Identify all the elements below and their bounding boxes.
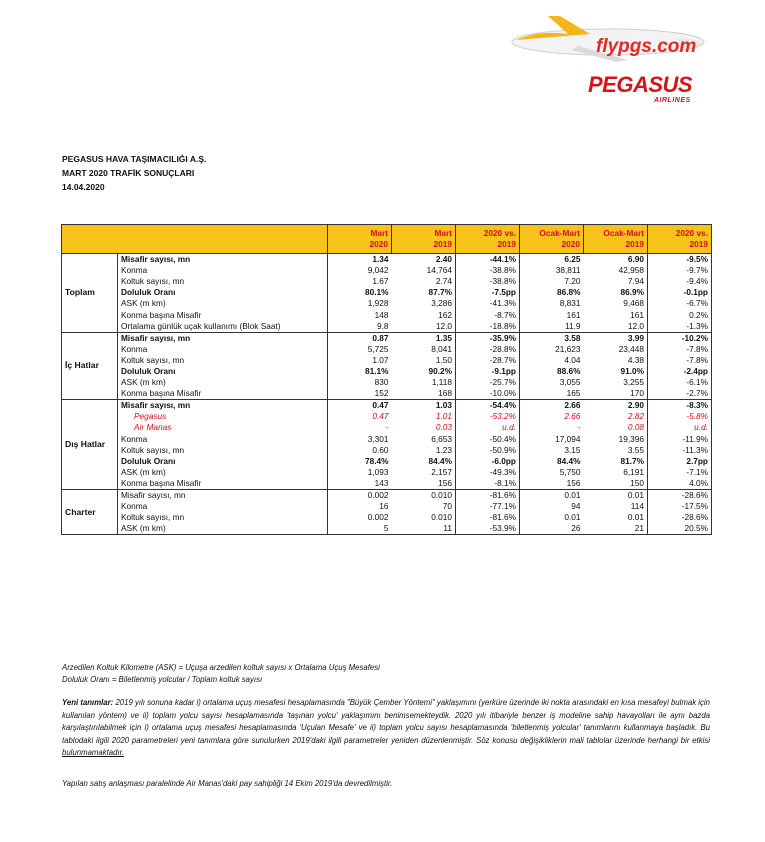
table-row <box>62 287 712 298</box>
row-label: Misafir sayısı, mn <box>118 400 328 412</box>
row-label: Konma başına Misafir <box>118 309 328 320</box>
value-cell: 86.9% <box>584 287 648 298</box>
value-cell: 38,811 <box>555 265 581 276</box>
value-cell: 8,831 <box>559 298 581 309</box>
document-header <box>62 152 206 194</box>
value-cell: 2.7pp <box>648 456 712 467</box>
row-label: Koltuk sayısı, mn <box>118 512 328 523</box>
value-cell: 165 <box>520 388 584 400</box>
row-label: ASK (m km) <box>118 298 328 309</box>
row-label: ASK (m km) <box>118 377 328 388</box>
value-cell: 143 <box>328 478 392 490</box>
value-cell: 88.6% <box>556 365 581 376</box>
value-cell: 8,041 <box>392 344 456 355</box>
value-cell: 21 <box>584 523 648 535</box>
row-label: Konma <box>118 434 328 445</box>
table-row <box>62 265 712 276</box>
value-cell: 170 <box>584 388 648 400</box>
value-cell: -25.7% <box>456 377 520 388</box>
value-cell: -28.7% <box>456 355 520 366</box>
value-cell: -0.1pp <box>648 287 712 298</box>
value-cell: -81.6% <box>456 512 520 523</box>
value-cell: u.d. <box>648 422 712 433</box>
group-label: İç Hatlar <box>62 332 118 400</box>
value-cell: -35.9% <box>456 332 520 344</box>
value-cell: 1.23 <box>392 445 456 456</box>
row-label: Konma <box>118 265 328 276</box>
value-cell: 23,448 <box>584 344 648 355</box>
column-header <box>584 225 648 254</box>
value-cell: 2.82 <box>584 411 648 422</box>
value-cell: 0.002 <box>367 512 389 523</box>
column-header <box>520 225 584 254</box>
column-header <box>648 225 712 254</box>
column-header-line1: 2020 vs. <box>675 228 708 238</box>
value-cell: -38.8% <box>456 265 520 276</box>
value-cell: 0.08 <box>584 422 648 433</box>
value-cell: 84.4% <box>392 456 456 467</box>
value-cell: - <box>385 422 389 433</box>
value-cell: 14,764 <box>392 265 456 276</box>
value-cell: 150 <box>584 478 648 490</box>
table-row <box>62 254 712 266</box>
column-header-line1: Ocak-Mart <box>603 228 644 238</box>
value-cell: 9,042 <box>367 265 389 276</box>
table-row <box>62 411 712 422</box>
value-cell: 156 <box>392 478 456 490</box>
value-cell: 3.55 <box>584 445 648 456</box>
value-cell: -53.2% <box>456 411 520 422</box>
value-cell: -6.1% <box>648 377 712 388</box>
value-cell: 9.8 <box>328 321 392 333</box>
value-cell: 3,255 <box>584 377 648 388</box>
value-cell: 26 <box>520 523 584 535</box>
value-cell: 6.25 <box>520 254 584 266</box>
value-cell: -1.3% <box>648 321 712 333</box>
row-label: Konma başına Misafir <box>118 388 328 400</box>
value-cell: 1,093 <box>367 466 389 477</box>
value-cell: 2,157 <box>392 467 456 478</box>
site-url: flypgs.com <box>596 36 697 57</box>
value-cell: 1.07 <box>372 354 389 365</box>
row-label: Konma <box>118 501 328 512</box>
value-cell: 156 <box>520 478 584 490</box>
note-body: 2019 yılı sonuna kadar i) ortalama uçuş mesafesi hesaplamasında "Büyük Çember Yöntemi" yaklaşımını (yerküre üzerinde iki nokta arasındaki en kısa mesafeyi bulmak için kullanılan yöntem) ve ii) toplam yolcu sayısı hesaplamasında 'taşınan yolcu' yaklaşımını benimsemekteydik. 2020 yılı itibariyle benzer iş modeline sahip havayolları ile aynı bazda karşılaştırılabilmek için i) ortalama uçuş mesafesi hesaplamasında 'Uçulan Mesafe' ve ii) toplam yolcu sayısı hesaplamasında 'biletlenmiş yolcular' tanımlarını kullanmaya başladık. Bu tablodaki ilgili 2020 parametreleri yeni tanımlara göre sunulurken 2019'daki ilgili parametreler yeniden düzenlenmiştir. Söz konusu değişikliklerin mali tablolar üzerinde herhangi bir etkisi <box>62 698 710 745</box>
value-cell: 20.5% <box>648 523 712 535</box>
value-cell: 86.8% <box>556 287 581 298</box>
table-row <box>62 355 712 366</box>
value-cell: 1.01 <box>392 411 456 422</box>
column-header <box>456 225 520 254</box>
table-row <box>62 377 712 388</box>
value-cell: 1,928 <box>367 298 389 309</box>
value-cell: 6,191 <box>584 467 648 478</box>
value-cell: 0.002 <box>328 489 392 501</box>
value-cell: 162 <box>392 309 456 320</box>
value-cell: 0.03 <box>392 422 456 433</box>
value-cell: -8.7% <box>456 309 520 320</box>
value-cell: 152 <box>328 388 392 400</box>
value-cell: 2.90 <box>584 400 648 412</box>
brand-name: PEGASUS <box>588 72 693 97</box>
row-label: Misafir sayısı, mn <box>118 332 328 344</box>
value-cell: 1.35 <box>392 332 456 344</box>
value-cell: 3,301 <box>367 433 389 444</box>
value-cell: -9.5% <box>648 254 712 266</box>
definitions <box>62 662 380 686</box>
note-title: Yeni tanımlar: <box>62 698 114 707</box>
definition-ask: Arzedilen Koltuk Kilometre (ASK) = Uçuşa arzedilen koltuk sayısı x Ortalama Uçuş Mesafesi <box>62 663 380 672</box>
table-row <box>62 434 712 445</box>
row-label: ASK (m km) <box>118 467 328 478</box>
value-cell: 0.01 <box>520 489 584 501</box>
table-row <box>62 276 712 287</box>
table-row <box>62 422 712 433</box>
value-cell: -5.8% <box>648 411 712 422</box>
value-cell: 5,750 <box>559 466 581 477</box>
value-cell: -9.4% <box>648 276 712 287</box>
table-row <box>62 388 712 400</box>
value-cell: -28.6% <box>648 512 712 523</box>
value-cell: 1,118 <box>392 377 456 388</box>
column-header-line2: 2019 <box>625 239 644 249</box>
value-cell: -44.1% <box>456 254 520 266</box>
value-cell: 17,094 <box>555 433 581 444</box>
value-cell: -10.0% <box>456 388 520 400</box>
value-cell: -11.9% <box>648 434 712 445</box>
value-cell: 3.58 <box>520 332 584 344</box>
row-label: Doluluk Oranı <box>118 456 328 467</box>
company-name: PEGASUS HAVA TAŞIMACILIĞI A.Ş. <box>62 154 207 164</box>
new-definitions-note <box>62 697 710 760</box>
table-header-row <box>62 225 712 254</box>
row-label: Konma <box>118 344 328 355</box>
value-cell: 7.20 <box>564 276 581 287</box>
value-cell: 0.010 <box>392 489 456 501</box>
table-row <box>62 445 712 456</box>
table-row <box>62 332 712 344</box>
value-cell: -9.7% <box>648 265 712 276</box>
value-cell: -6.7% <box>648 298 712 309</box>
row-label: Konma başına Misafir <box>118 478 328 490</box>
value-cell: 2.66 <box>520 400 584 412</box>
value-cell: 830 <box>374 377 389 388</box>
value-cell: 42,958 <box>584 265 648 276</box>
table-row <box>62 400 712 412</box>
value-cell: -2.4pp <box>648 366 712 377</box>
column-header-line2: 2019 <box>497 239 516 249</box>
column-header <box>328 225 392 254</box>
value-cell: -38.8% <box>456 276 520 287</box>
brand-subtitle: AIRLINES <box>654 97 691 104</box>
value-cell: 0.87 <box>328 332 392 344</box>
value-cell: 70 <box>392 501 456 512</box>
column-header-line2: 2020 <box>369 239 388 249</box>
row-label: Koltuk sayısı, mn <box>118 355 328 366</box>
value-cell: 4.04 <box>564 354 581 365</box>
value-cell: 0.47 <box>372 411 389 422</box>
column-header-line2: 2020 <box>561 239 580 249</box>
value-cell: -17.5% <box>648 501 712 512</box>
value-cell: u.d. <box>456 422 520 433</box>
report-date: 14.04.2020 <box>62 182 105 192</box>
value-cell: -10.2% <box>648 332 712 344</box>
note-underlined: bulunmamaktadır. <box>62 748 125 758</box>
value-cell: 0.2% <box>648 309 712 320</box>
table-row <box>62 309 712 320</box>
value-cell: -53.9% <box>456 523 520 535</box>
value-cell: 9,468 <box>584 298 648 309</box>
column-header-line1: 2020 vs. <box>483 228 516 238</box>
value-cell: 1.34 <box>328 254 392 266</box>
value-cell: 78.4% <box>364 455 389 466</box>
group-label: Charter <box>62 489 118 534</box>
value-cell: 6.90 <box>584 254 648 266</box>
value-cell: 0.47 <box>328 400 392 412</box>
row-label: Ortalama günlük uçak kullanımı (Blok Saat) <box>118 321 328 333</box>
value-cell: -11.3% <box>648 445 712 456</box>
value-cell: -8.3% <box>648 400 712 412</box>
value-cell: -81.6% <box>456 489 520 501</box>
value-cell: 80.1% <box>364 287 389 298</box>
value-cell: 16 <box>379 501 389 512</box>
table-row <box>62 478 712 490</box>
report-title: MART 2020 TRAFİK SONUÇLARI <box>62 168 195 178</box>
value-cell: -41.3% <box>456 298 520 309</box>
value-cell: 1.67 <box>372 276 389 287</box>
value-cell: 87.7% <box>392 287 456 298</box>
value-cell: 4.38 <box>584 355 648 366</box>
value-cell: 6,653 <box>392 434 456 445</box>
value-cell: 91.0% <box>584 366 648 377</box>
row-label: ASK (m km) <box>118 523 328 535</box>
footnote: Yapılan satış anlaşması paralelinde Air Manas'daki pay sahipliği 14 Ekim 2019'da devredilmiştir. <box>62 779 393 788</box>
value-cell: 81.7% <box>584 456 648 467</box>
value-cell: 1.03 <box>392 400 456 412</box>
value-cell: 3.99 <box>584 332 648 344</box>
table-row <box>62 501 712 512</box>
value-cell: 168 <box>392 388 456 400</box>
value-cell: -9.1pp <box>456 366 520 377</box>
table-row <box>62 523 712 535</box>
value-cell: 5 <box>328 523 392 535</box>
value-cell: 114 <box>584 501 648 512</box>
value-cell: 2.74 <box>392 276 456 287</box>
value-cell: 0.01 <box>584 512 648 523</box>
table-row <box>62 298 712 309</box>
value-cell: -77.1% <box>456 501 520 512</box>
table-row <box>62 512 712 523</box>
value-cell: - <box>577 422 581 433</box>
row-label: Pegasus <box>118 411 328 422</box>
value-cell: 12.0 <box>392 321 456 333</box>
value-cell: 161 <box>584 309 648 320</box>
value-cell: -7.8% <box>648 355 712 366</box>
value-cell: -6.0pp <box>456 456 520 467</box>
value-cell: 1.50 <box>392 355 456 366</box>
table-row <box>62 344 712 355</box>
value-cell: 2.40 <box>392 254 456 266</box>
row-label: Koltuk sayısı, mn <box>118 276 328 287</box>
value-cell: 0.60 <box>372 444 389 455</box>
value-cell: 81.1% <box>364 365 389 376</box>
value-cell: 148 <box>374 309 389 320</box>
value-cell: -28.6% <box>648 489 712 501</box>
value-cell: -7.1% <box>648 467 712 478</box>
header-blank-cell <box>62 225 328 254</box>
table-row <box>62 456 712 467</box>
group-label: Dış Hatlar <box>62 400 118 490</box>
value-cell: 0.01 <box>564 512 581 523</box>
row-label: Misafir sayısı, mn <box>118 254 328 266</box>
row-label: Air Manas <box>118 422 328 433</box>
table-row <box>62 321 712 333</box>
column-header-line1: Ocak-Mart <box>539 228 580 238</box>
column-header-line2: 2019 <box>433 239 452 249</box>
value-cell: 84.4% <box>556 455 581 466</box>
value-cell: 5,725 <box>367 343 389 354</box>
row-label: Misafir sayısı, mn <box>118 489 328 501</box>
row-label: Doluluk Oranı <box>118 366 328 377</box>
value-cell: 12.0 <box>584 321 648 333</box>
value-cell: 94 <box>571 501 581 512</box>
value-cell: 11.9 <box>520 321 584 333</box>
column-header <box>392 225 456 254</box>
value-cell: 0.010 <box>392 512 456 523</box>
column-header-line1: Mart <box>434 228 452 238</box>
value-cell: 0.01 <box>584 489 648 501</box>
value-cell: -2.7% <box>648 388 712 400</box>
definition-load-factor: Doluluk Oranı = Biletlenmiş yolcular / Toplam koltuk sayısı <box>62 675 263 684</box>
value-cell: 3,286 <box>392 298 456 309</box>
table-row <box>62 467 712 478</box>
value-cell: -7.5pp <box>456 287 520 298</box>
column-header-line2: 2019 <box>689 239 708 249</box>
value-cell: 7.94 <box>584 276 648 287</box>
traffic-table <box>61 224 712 535</box>
value-cell: 4.0% <box>648 478 712 490</box>
value-cell: 90.2% <box>392 366 456 377</box>
column-header-line1: Mart <box>370 228 388 238</box>
value-cell: -49.3% <box>456 467 520 478</box>
value-cell: -50.9% <box>456 445 520 456</box>
value-cell: -7.8% <box>648 344 712 355</box>
value-cell: 3,055 <box>559 377 581 388</box>
value-cell: -18.8% <box>456 321 520 333</box>
value-cell: 19,396 <box>584 434 648 445</box>
value-cell: 161 <box>566 309 581 320</box>
value-cell: 3.15 <box>564 444 581 455</box>
value-cell: -28.8% <box>456 344 520 355</box>
table-row <box>62 366 712 377</box>
value-cell: 11 <box>392 523 456 535</box>
value-cell: -50.4% <box>456 434 520 445</box>
value-cell: -54.4% <box>456 400 520 412</box>
table-row <box>62 489 712 501</box>
group-label: Toplam <box>62 254 118 333</box>
row-label: Koltuk sayısı, mn <box>118 445 328 456</box>
value-cell: 2.66 <box>564 411 581 422</box>
row-label: Doluluk Oranı <box>118 287 328 298</box>
pegasus-logo <box>508 10 708 105</box>
value-cell: 21,623 <box>555 343 581 354</box>
value-cell: -8.1% <box>456 478 520 490</box>
